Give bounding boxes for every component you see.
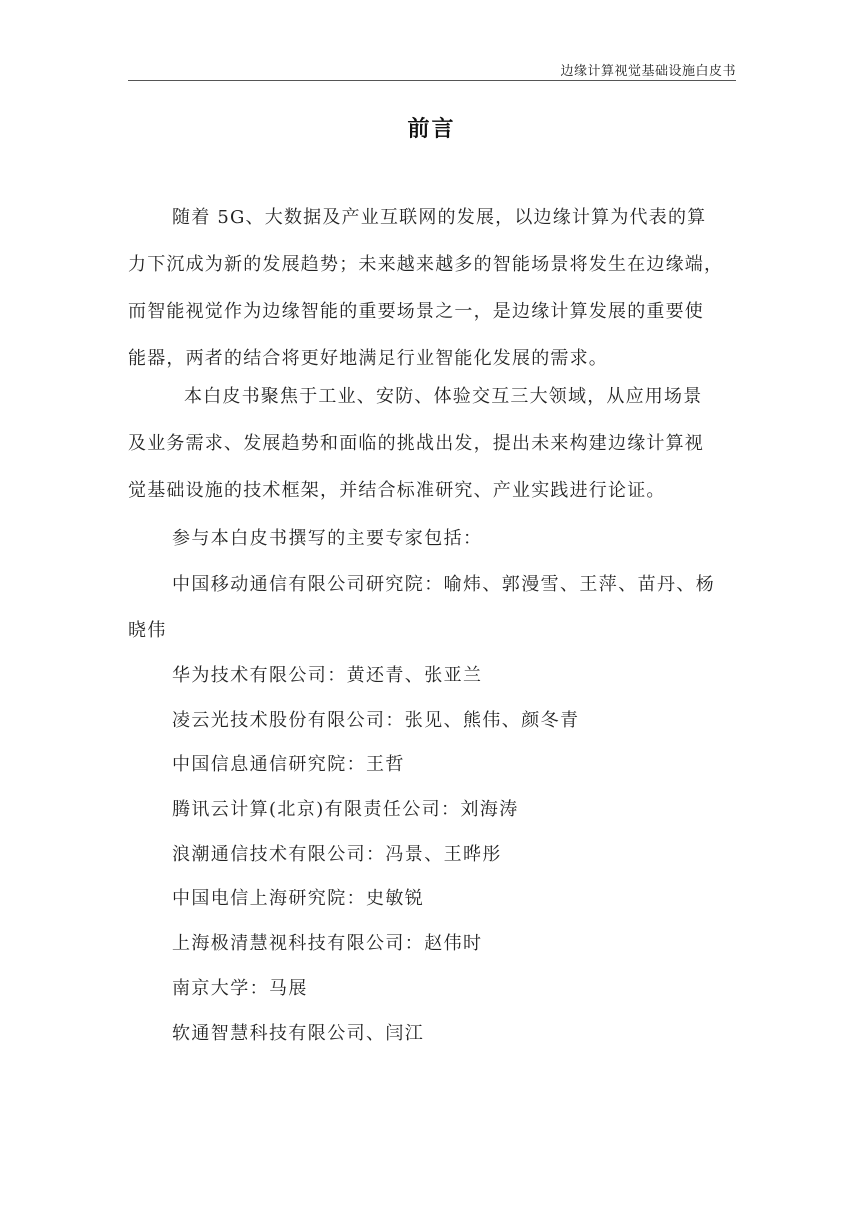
expert-entry: 浪潮通信技术有限公司：冯景、王晔彤 (172, 844, 502, 865)
expert-entry: 凌云光技术股份有限公司：张见、熊伟、颜冬青 (172, 710, 580, 731)
paragraph-line: 随着 5G、大数据及产业互联网的发展，以边缘计算为代表的算 (172, 207, 707, 228)
paragraph-line: 及业务需求、发展趋势和面临的挑战出发，提出未来构建边缘计算视 (128, 433, 704, 454)
header-divider (128, 80, 736, 81)
expert-entry: 中国移动通信有限公司研究院：喻炜、郭漫雪、王萍、苗丹、杨 (172, 574, 716, 595)
paragraph-line: 觉基础设施的技术框架，并结合标准研究、产业实践进行论证。 (128, 480, 666, 501)
expert-entry-continuation: 晓伟 (128, 620, 167, 641)
expert-entry: 软通智慧科技有限公司、闫江 (172, 1023, 425, 1044)
paragraph-line: 而智能视觉作为边缘智能的重要场景之一，是边缘计算发展的重要使 (128, 301, 704, 322)
expert-entry: 中国电信上海研究院：史敏锐 (172, 888, 425, 909)
paragraph-line: 能器，两者的结合将更好地满足行业智能化发展的需求。 (128, 348, 608, 369)
paragraph-line: 力下沉成为新的发展趋势；未来越来越多的智能场景将发生在边缘端， (128, 254, 724, 275)
paragraph-scope (128, 373, 736, 514)
page-title: 前言 (407, 117, 456, 142)
expert-entry: 中国信息通信研究院：王哲 (172, 754, 405, 775)
paragraph-line: 本白皮书聚焦于工业、安防、体验交互三大领域，从应用场景 (184, 386, 703, 407)
expert-entry: 华为技术有限公司：黄还青、张亚兰 (172, 665, 483, 686)
expert-entry: 腾讯云计算(北京)有限责任公司：刘海涛 (172, 799, 519, 820)
paragraph-intro (128, 194, 736, 382)
experts-intro: 参与本白皮书撰写的主要专家包括： (172, 528, 483, 549)
running-header-title: 边缘计算视觉基础设施白皮书 (560, 64, 736, 79)
expert-entry: 南京大学：马展 (172, 978, 308, 999)
expert-entry: 上海极清慧视科技有限公司：赵伟时 (172, 933, 483, 954)
